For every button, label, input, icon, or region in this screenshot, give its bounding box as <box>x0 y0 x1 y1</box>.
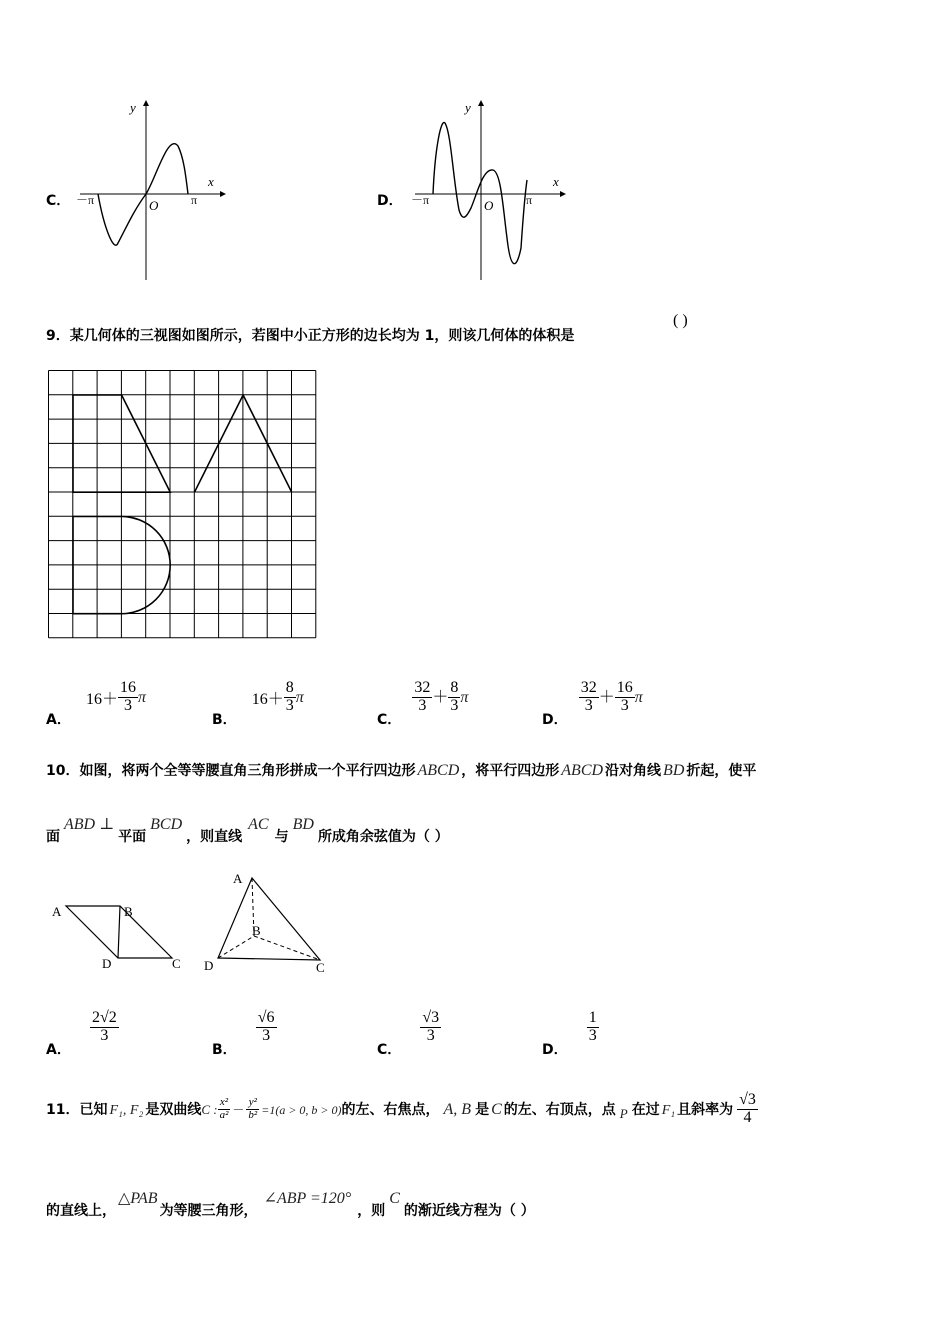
q10-option-c[interactable] <box>377 1010 441 1059</box>
q10-question-line2: 面ABD ⊥平面BCD，则直线AC与BD所成角余弦值为（ ） <box>46 816 449 845</box>
q8c-y-label: y <box>130 100 136 115</box>
q9-d-frac1: $\frac{32}{3}$ <box>580 679 597 714</box>
q9-d-plus: ＋ <box>598 688 615 706</box>
fig1-label-a: A <box>52 904 62 919</box>
q9-c-frac1: $\frac{32}{3}$ <box>414 679 431 714</box>
q9-c-plus: ＋ <box>432 688 449 706</box>
q10-option-d-label: D． <box>542 1041 568 1058</box>
q8c-x-label: x <box>208 174 214 189</box>
q11-question-line1: 11．已知 F₁, F₂ 是双曲线C : $\frac{\text{x²}}{\text{a²}}$ － $\frac{\text{y²}}{\text{b²}}$ =1(a > 0, b > 0)的左、右焦点， A, B 是 C 的左、右顶点，点 $_P$ 在过 F₁ 且斜率为 $\frac{√3}{4}$ <box>46 1091 756 1126</box>
q9-option-c-label: C． <box>377 711 402 728</box>
q9-b-frac: $\frac{8}{3}$ <box>285 679 294 714</box>
fig2-label-b: B <box>252 923 261 938</box>
q8-option-d-graph <box>405 98 570 283</box>
q9-d-frac2: $\frac{16}{3}$ <box>616 679 633 714</box>
q9-d-pi: π <box>634 688 643 706</box>
q8d-x-label: x <box>553 174 559 189</box>
q9-b-pi: π <box>295 688 304 706</box>
q9-option-c[interactable] <box>377 680 468 729</box>
q10-option-b-label: B． <box>212 1041 237 1058</box>
q10-a-frac: $\frac{2√2}{3}$ <box>91 1009 117 1044</box>
q10-tetrahedron-figure <box>200 868 335 976</box>
q9-answer-paren: ( ) <box>673 312 688 329</box>
q9-three-view-grid <box>48 370 320 643</box>
q8d-pi-label: π <box>526 193 533 207</box>
q9-a-whole: 16＋ <box>85 690 118 708</box>
q10-parallelogram-figure <box>48 898 188 973</box>
q8-option-d-label[interactable]: D． <box>377 193 403 209</box>
q10-c-frac: $\frac{√3}{3}$ <box>422 1009 440 1044</box>
q8c-negpi-label: －π <box>76 193 95 207</box>
q9-c-frac2: $\frac{8}{3}$ <box>450 679 459 714</box>
q9-option-a[interactable] <box>46 680 146 729</box>
q8d-negpi-label: －π <box>411 193 430 207</box>
q10-option-b[interactable] <box>212 1010 277 1059</box>
grid-lines <box>49 371 316 638</box>
fig2-label-a: A <box>233 871 243 886</box>
q9-option-d[interactable] <box>542 680 643 729</box>
q10-question-line1: 10．如图，将两个全等等腰直角三角形拼成一个平行四边形 ABCD ，将平行四边形 ABCD 沿对角线 BD 折起，使平 <box>46 762 757 779</box>
q10-d-frac: $\frac{1}{3}$ <box>588 1009 597 1044</box>
fig1-label-b: B <box>124 904 133 919</box>
q10-option-c-label: C． <box>377 1041 402 1058</box>
q11-question-line2: 的直线上，△PAB为等腰三角形，∠ABP =120°，则C的渐近线方程为（ ） <box>46 1190 535 1219</box>
q9-a-pi: π <box>137 688 146 706</box>
q9-a-frac: $\frac{16}{3}$ <box>119 679 136 714</box>
fig2-label-d: D <box>204 958 214 973</box>
q8d-y-label: y <box>465 100 471 115</box>
q8-option-c-graph <box>70 98 230 283</box>
q9-question-text: 9．某几何体的三视图如图所示，若图中小正方形的边长均为 1，则该几何体的体积是 <box>46 328 575 344</box>
q10-b-frac: $\frac{√6}{3}$ <box>257 1009 275 1044</box>
q10-option-a[interactable] <box>46 1010 119 1059</box>
q8c-origin-label: O <box>149 198 159 213</box>
q9-b-whole: 16＋ <box>251 690 284 708</box>
q10-option-d[interactable] <box>542 1010 599 1059</box>
fig1-label-d: D <box>102 956 112 971</box>
q8c-pi-label: π <box>191 193 198 207</box>
q9-option-a-label: A． <box>46 711 71 728</box>
q9-c-pi: π <box>460 688 469 706</box>
q9-option-d-label: D． <box>542 711 568 728</box>
q8d-origin-label: O <box>484 198 494 213</box>
fig1-label-c: C <box>172 956 181 971</box>
q9-option-b[interactable] <box>212 680 304 729</box>
q9-option-b-label: B． <box>212 711 237 728</box>
q10-option-a-label: A． <box>46 1041 71 1058</box>
fig2-label-c: C <box>316 960 325 975</box>
q8-option-c-label[interactable]: C． <box>46 193 71 209</box>
